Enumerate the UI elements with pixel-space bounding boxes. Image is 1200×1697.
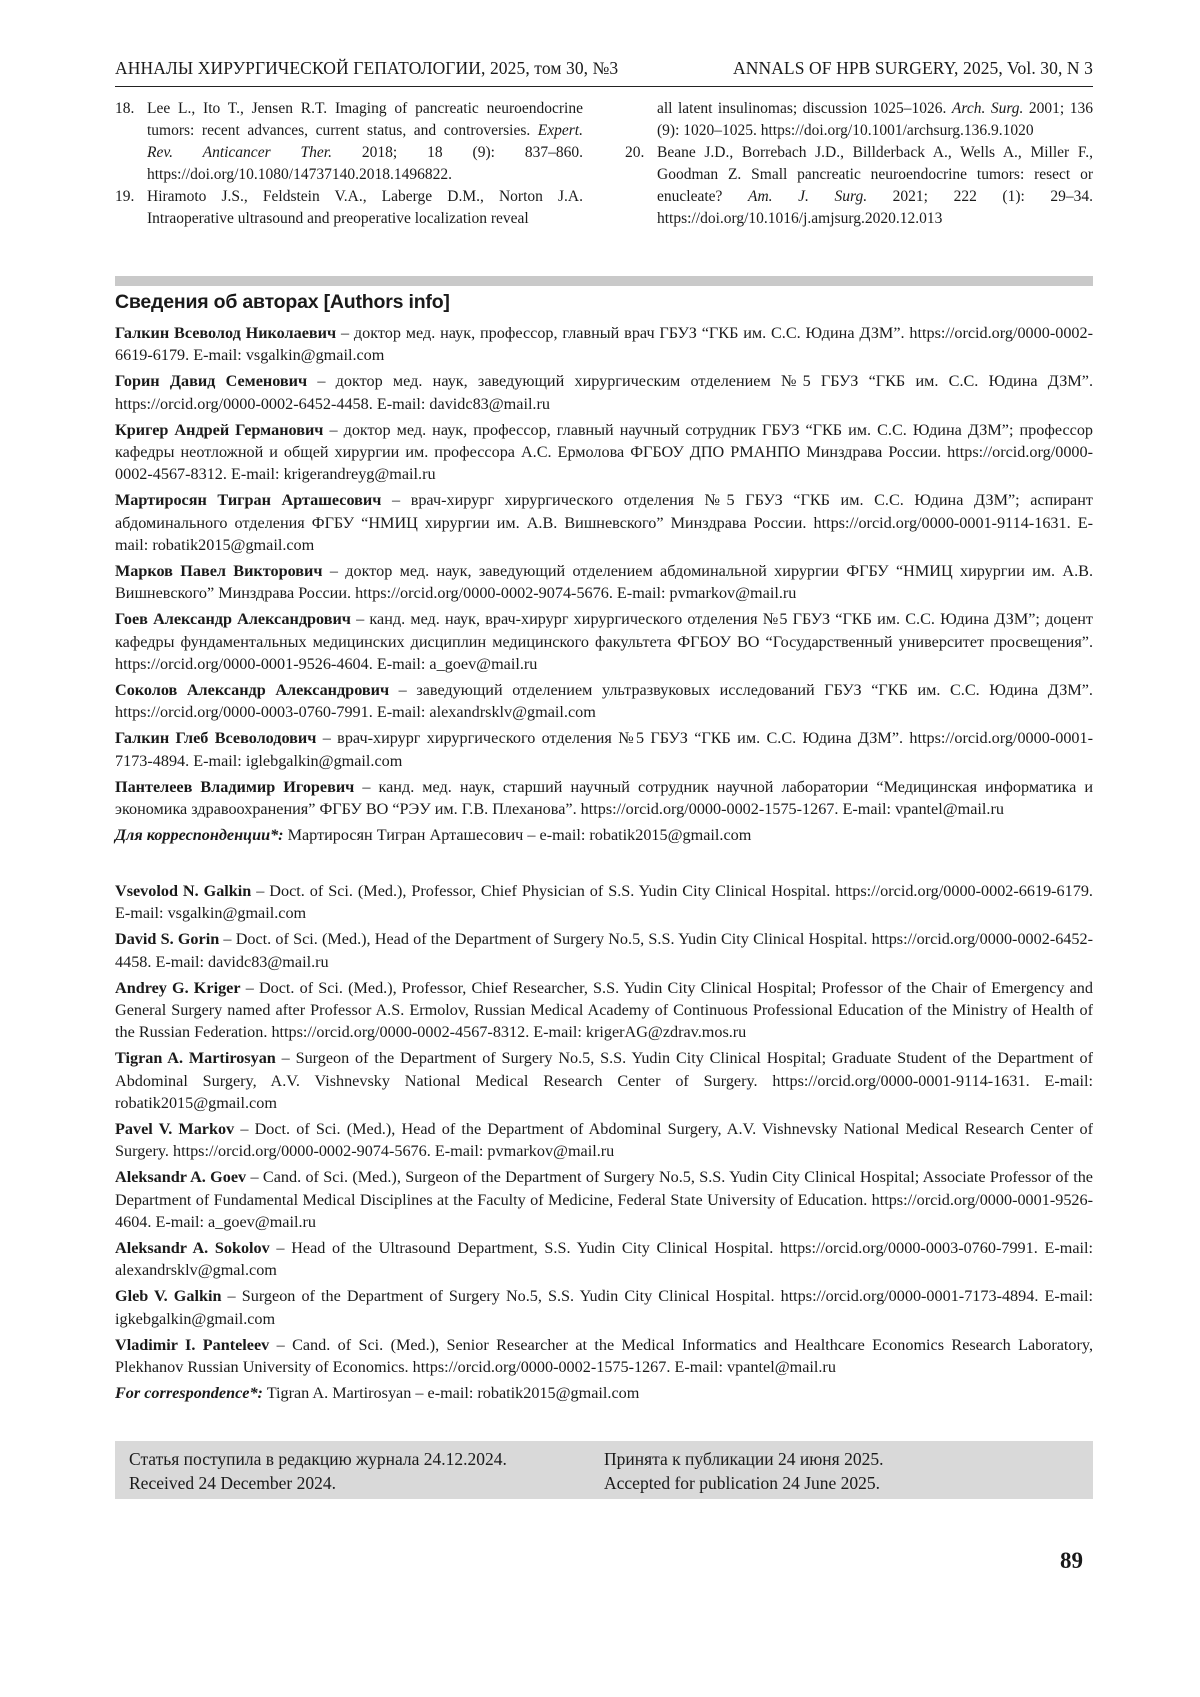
header-left: АННАЛЫ ХИРУРГИЧЕСКОЙ ГЕПАТОЛОГИИ, 2025, том 30, №3: [115, 58, 618, 79]
author-name: Andrey G. Kriger: [115, 979, 241, 997]
correspondence-label: Для корреспонденции*:: [115, 826, 284, 844]
author-details: – Doct. of Sci. (Med.), Professor, Chief Physician of S.S. Yudin City Clinical Hospital. https://orcid.org/0000-0002-6619-6179. E-mail: vsgalkin@gmail.com: [115, 882, 1093, 922]
author-name: David S. Gorin: [115, 930, 219, 948]
reference-text: Hiramoto J.S., Feldstein V.A., Laberge D.M., Norton J.A. Intraoperative ultrasound and preoperative localization reveal: [147, 186, 583, 230]
reference-journal: Am. J. Surg.: [748, 188, 867, 205]
references-right-column: [625, 98, 1093, 230]
author-name: Пантелеев Владимир Игоревич: [115, 778, 354, 796]
author-entry: [115, 489, 1093, 556]
author-name: Марков Павел Викторович: [115, 562, 322, 580]
running-header: [115, 58, 1093, 86]
correspondence-russian: [115, 824, 1093, 846]
author-entry: [115, 419, 1093, 486]
author-details: – заведующий отделением ультразвуковых исследований ГБУЗ “ГКБ им. С.С. Юдина ДЗМ”. https://orcid.org/0000-0003-0760-7991. E-mail: alexandrsklv@gmail.com: [115, 681, 1093, 721]
author-name: Мартиросян Тигран Арташесович: [115, 491, 381, 509]
author-details: – врач-хирург хирургического отделения №5 ГБУЗ “ГКБ им. С.С. Юдина ДЗМ”. https://orcid.org/0000-0001-7173-4894. E-mail: iglebgalkin@gmail.com: [115, 729, 1093, 769]
accepted-en: Accepted for publication 24 June 2025.: [604, 1471, 1079, 1495]
author-entry: [115, 1047, 1093, 1114]
author-name: Gleb V. Galkin: [115, 1287, 221, 1305]
author-name: Vsevolod N. Galkin: [115, 882, 251, 900]
author-details: – канд. мед. наук, старший научный сотрудник научной лаборатории “Медицинская информатика и экономика здравоохранения” ФГБУ ВО “РЭУ им. Г.В. Плеханова”. https://orcid.org/0000-0002-1575-1267. E-mail: vpantel@mail.ru: [115, 778, 1093, 818]
section-title: Сведения об авторах [Authors info]: [115, 291, 450, 314]
reference-19-continued: [625, 98, 1093, 142]
reference-details: 2001; 136 (9): 1020–1025. https://doi.org/10.1001/archsurg.136.9.1020: [657, 100, 1093, 139]
author-name: Соколов Александр Александрович: [115, 681, 389, 699]
reference-authors-title: all latent insulinomas; discussion 1025–1026.: [657, 100, 952, 117]
references: [115, 98, 1093, 230]
author-entry: [115, 560, 1093, 604]
reference-number: 20.: [625, 142, 657, 230]
author-name: Aleksandr A. Sokolov: [115, 1239, 270, 1257]
author-entry: [115, 977, 1093, 1044]
reference-text: [147, 98, 583, 186]
author-details: – Surgeon of the Department of Surgery No.5, S.S. Yudin City Clinical Hospital; Graduate Student of the Department of Abdominal Surgery, A.V. Vishnevsky National Medical Research Center of Surgery. https://orcid.org/0000-0001-9114-1631. E-mail: robatik2015@gmail.com: [115, 1049, 1093, 1111]
reference-18: [115, 98, 583, 186]
author-name: Горин Давид Семенович: [115, 372, 307, 390]
received-ru: Статья поступила в редакцию журнала 24.12.2024.: [129, 1447, 604, 1471]
reference-details: 2021; 222 (1): 29–34. https://doi.org/10.1016/j.amjsurg.2020.12.013: [657, 188, 1093, 227]
reference-number: 19.: [115, 186, 147, 230]
reference-20: [625, 142, 1093, 230]
author-entry: [115, 370, 1093, 414]
received-dates: [129, 1447, 604, 1493]
author-details: – Cand. of Sci. (Med.), Senior Researcher at the Medical Informatics and Healthcare Economics Research Laboratory, Plekhanov Russian University of Economics. https://orcid.org/0000-0002-1575-1267. E-mail: vpantel@mail.ru: [115, 1336, 1093, 1376]
section-divider-bar: [115, 276, 1093, 286]
correspondence-text: Мартиросян Тигран Арташесович – e-mail: robatik2015@gmail.com: [284, 826, 752, 844]
received-en: Received 24 December 2024.: [129, 1471, 604, 1495]
author-details: – доктор мед. наук, профессор, главный врач ГБУЗ “ГКБ им. С.С. Юдина ДЗМ”. https://orcid.org/0000-0002-6619-6179. E-mail: vsgalkin@gmail.com: [115, 324, 1093, 364]
reference-authors-title: Beane J.D., Borrebach J.D., Billderback A., Wells A., Miller F., Goodman Z. Small pancreatic neuroendocrine tumors: resect or enucleate?: [657, 144, 1093, 205]
reference-19: [115, 186, 583, 230]
author-details: – Head of the Ultrasound Department, S.S. Yudin City Clinical Hospital. https://orcid.org/0000-0003-0760-7991. E-mail: alexandrsklv@gmal.com: [115, 1239, 1093, 1279]
author-details: – Doct. of Sci. (Med.), Head of the Department of Abdominal Surgery, A.V. Vishnevsky National Medical Research Center of Surgery. https://orcid.org/0000-0002-9074-5676. E-mail: pvmarkov@mail.ru: [115, 1120, 1093, 1160]
author-entry: [115, 322, 1093, 366]
authors-info-russian: [115, 322, 1093, 850]
author-entry: [115, 776, 1093, 820]
author-entry: [115, 1285, 1093, 1329]
author-details: – врач-хирург хирургического отделения №5 ГБУЗ “ГКБ им. С.С. Юдина ДЗМ”; аспирант абдоминального отделения ФГБУ “НМИЦ хирургии им. А.В. Вишневского” Минздрава России. https://orcid.org/0000-0001-9114-1631. E-mail: robatik2015@gmail.com: [115, 491, 1093, 553]
author-name: Pavel V. Markov: [115, 1120, 234, 1138]
reference-authors-title: Lee L., Ito T., Jensen R.T. Imaging of pancreatic neuroendocrine tumors: recent advances, current status, and controversies.: [147, 100, 583, 139]
author-details: – Doct. of Sci. (Med.), Professor, Chief Researcher, S.S. Yudin City Clinical Hospital; Professor of the Chair of Emergency and General Surgery named after Professor A.S. Ermolov, Russian Medical Academy of Continuous Professional Education of the Ministry of Health of the Russian Federation. https://orcid.org/0000-0002-4567-8312. E-mail: krigerAG@zdrav.mos.ru: [115, 979, 1093, 1041]
reference-journal: Expert. Rev. Anticancer Ther.: [147, 122, 583, 161]
accepted-ru: Принята к публикации 24 июня 2025.: [604, 1447, 1079, 1471]
author-details: – доктор мед. наук, заведующий хирургическим отделением №5 ГБУЗ “ГКБ им. С.С. Юдина ДЗМ”. https://orcid.org/0000-0002-6452-4458. E-mail: davidc83@mail.ru: [115, 372, 1093, 412]
author-details: – Surgeon of the Department of Surgery No.5, S.S. Yudin City Clinical Hospital. https://orcid.org/0000-0001-7173-4894. E-mail: igkebgalkin@gmail.com: [115, 1287, 1093, 1327]
reference-journal: Arch. Surg.: [952, 100, 1024, 117]
author-entry: [115, 1334, 1093, 1378]
author-entry: [115, 1118, 1093, 1162]
author-details: – доктор мед. наук, заведующий отделением абдоминальной хирургии ФГБУ “НМИЦ хирургии им. А.В. Вишневского” Минздрава России. https://orcid.org/0000-0002-9074-5676. E-mail: pvmarkov@mail.ru: [115, 562, 1093, 602]
author-name: Галкин Глеб Всеволодович: [115, 729, 316, 747]
correspondence-english: [115, 1382, 1093, 1404]
author-name: Vladimir I. Panteleev: [115, 1336, 269, 1354]
author-entry: [115, 1237, 1093, 1281]
author-entry: [115, 1166, 1093, 1233]
author-name: Tigran A. Martirosyan: [115, 1049, 276, 1067]
author-details: – Doct. of Sci. (Med.), Head of the Department of Surgery No.5, S.S. Yudin City Clinical Hospital. https://orcid.org/0000-0002-6452-4458. E-mail: davidc83@mail.ru: [115, 930, 1093, 970]
header-rule: [115, 86, 1093, 87]
author-entry: [115, 608, 1093, 675]
author-entry: [115, 880, 1093, 924]
reference-text: [657, 142, 1093, 230]
author-details: – Cand. of Sci. (Med.), Surgeon of the Department of Surgery No.5, S.S. Yudin City Clinical Hospital; Associate Professor of the Department of Fundamental Medical Disciplines at the Faculty of Medicine, Federal State University of Education. https://orcid.org/0000-0001-9526-4604. E-mail: a_goev@mail.ru: [115, 1168, 1093, 1230]
reference-number: 18.: [115, 98, 147, 186]
author-details: – доктор мед. наук, профессор, главный научный сотрудник ГБУЗ “ГКБ им. С.С. Юдина ДЗМ”; профессор кафедры неотложной и общей хирургии им. профессора А.С. Ермолова ФГБОУ ДПО РМАНПО Минздрава России. https://orcid.org/0000-0002-4567-8312. E-mail: krigerandreyg@mail.ru: [115, 421, 1093, 483]
author-details: – канд. мед. наук, врач-хирург хирургического отделения №5 ГБУЗ “ГКБ им. С.С. Юдина ДЗМ”; доцент кафедры фундаментальных медицинских дисциплин медицинского факультета ФГБОУ ВО “Государственный университет просвещения”. https://orcid.org/0000-0001-9526-4604. E-mail: a_goev@mail.ru: [115, 610, 1093, 672]
correspondence-label: For correspondence*:: [115, 1384, 263, 1402]
page-number: 89: [1060, 1548, 1083, 1574]
author-name: Кригер Андрей Германович: [115, 421, 323, 439]
authors-info-english: [115, 880, 1093, 1408]
author-name: Aleksandr A. Goev: [115, 1168, 246, 1186]
accepted-dates: [604, 1447, 1079, 1493]
author-name: Галкин Всеволод Николаевич: [115, 324, 336, 342]
references-left-column: [115, 98, 583, 230]
author-entry: [115, 928, 1093, 972]
reference-details: 2018; 18 (9): 837–860. https://doi.org/10.1080/14737140.2018.1496822.: [147, 144, 583, 183]
author-entry: [115, 727, 1093, 771]
author-name: Гоев Александр Александрович: [115, 610, 351, 628]
correspondence-text: Tigran A. Martirosyan – e-mail: robatik2015@gmail.com: [263, 1384, 639, 1402]
submission-dates-box: [115, 1441, 1093, 1499]
journal-page: [0, 0, 1200, 1697]
header-right: ANNALS OF HPB SURGERY, 2025, Vol. 30, N 3: [733, 58, 1093, 79]
author-entry: [115, 679, 1093, 723]
